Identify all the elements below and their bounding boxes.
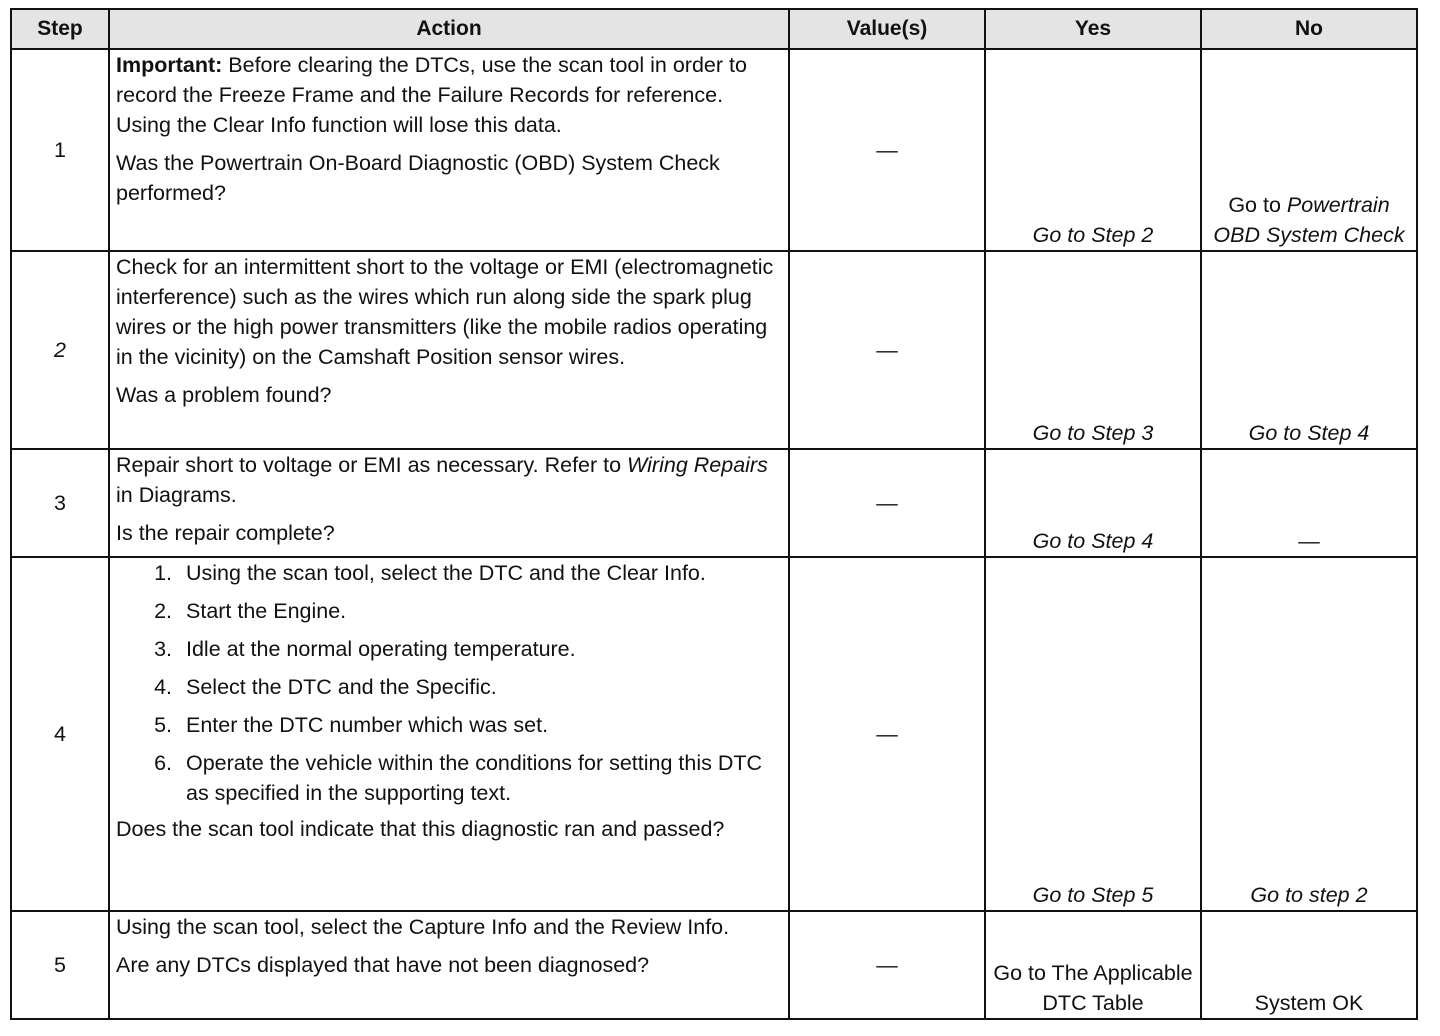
yes-cell: Go to Step 4 <box>985 449 1201 557</box>
no-cell: Go to step 2 <box>1201 557 1417 911</box>
action-text <box>116 50 782 140</box>
yes-cell: Go to The Applicable DTC Table <box>985 911 1201 1019</box>
action-cell <box>109 49 789 251</box>
wiring-repairs-ref: Wiring Repairs <box>627 453 768 477</box>
action-cell <box>109 911 789 1019</box>
no-link: Powertrain OBD System Check <box>1213 193 1405 247</box>
header-values: Value(s) <box>789 9 985 49</box>
header-step: Step <box>11 9 109 49</box>
table-row <box>11 251 1417 449</box>
important-text: Before clearing the DTCs, use the scan tool in order to record the Freeze Frame and the Failure Records for reference. Using the Clear Info function will lose this data. <box>116 53 747 137</box>
yes-cell: Go to Step 3 <box>985 251 1201 449</box>
table-row <box>11 49 1417 251</box>
header-row <box>11 9 1417 49</box>
value-cell: — <box>789 251 985 449</box>
procedure-step: 1. Using the scan tool, select the DTC and the Clear Info. <box>178 558 782 588</box>
action-cell <box>109 251 789 449</box>
no-cell: System OK <box>1201 911 1417 1019</box>
action-text: Check for an intermittent short to the voltage or EMI (electromagnetic interference) such as the wires which run along side the spark plug wires or the high power transmitters (like the mobile radios operating in the vicinity) on the Camshaft Position sensor wires. <box>116 255 774 369</box>
table-row <box>11 557 1417 911</box>
diagnostic-table <box>10 8 1418 1020</box>
procedure-list <box>116 558 782 808</box>
value-cell: — <box>789 49 985 251</box>
table-row <box>11 911 1417 1019</box>
yes-cell: Go to Step 5 <box>985 557 1201 911</box>
action-text: Using the scan tool, select the Capture Info and the Review Info. <box>116 915 730 939</box>
procedure-step: 4. Select the DTC and the Specific. <box>178 672 782 702</box>
procedure-step: 5. Enter the DTC number which was set. <box>178 710 782 740</box>
value-cell: — <box>789 557 985 911</box>
action-cell <box>109 449 789 557</box>
step-number: 2 <box>11 251 109 449</box>
table-row <box>11 449 1417 557</box>
step-number: 3 <box>11 449 109 557</box>
header-no: No <box>1201 9 1417 49</box>
no-cell: Go to Step 4 <box>1201 251 1417 449</box>
step-number: 5 <box>11 911 109 1019</box>
action-question: Is the repair complete? <box>116 521 335 545</box>
procedure-step: 2. Start the Engine. <box>178 596 782 626</box>
action-text-prefix: Repair short to voltage or EMI as necessary. Refer to <box>116 453 628 477</box>
action-question: Was a problem found? <box>116 383 332 407</box>
value-cell: — <box>789 911 985 1019</box>
important-label: Important: <box>116 53 223 77</box>
step-number: 1 <box>11 49 109 251</box>
no-cell: — <box>1201 449 1417 557</box>
procedure-step: 6. Operate the vehicle within the conditions for setting this DTC as specified in the supporting text. <box>178 748 782 808</box>
action-text-suffix: in Diagrams. <box>116 483 237 507</box>
action-question: Was the Powertrain On-Board Diagnostic (OBD) System Check performed? <box>116 151 720 205</box>
action-cell <box>109 557 789 911</box>
header-action: Action <box>109 9 789 49</box>
action-text <box>116 450 782 510</box>
no-cell <box>1201 49 1417 251</box>
value-cell: — <box>789 449 985 557</box>
action-question: Does the scan tool indicate that this diagnostic ran and passed? <box>116 817 725 841</box>
procedure-step: 3. Idle at the normal operating temperature. <box>178 634 782 664</box>
no-prefix: Go to <box>1228 193 1287 217</box>
yes-cell: Go to Step 2 <box>985 49 1201 251</box>
action-question: Are any DTCs displayed that have not been diagnosed? <box>116 953 650 977</box>
step-number: 4 <box>11 557 109 911</box>
header-yes: Yes <box>985 9 1201 49</box>
